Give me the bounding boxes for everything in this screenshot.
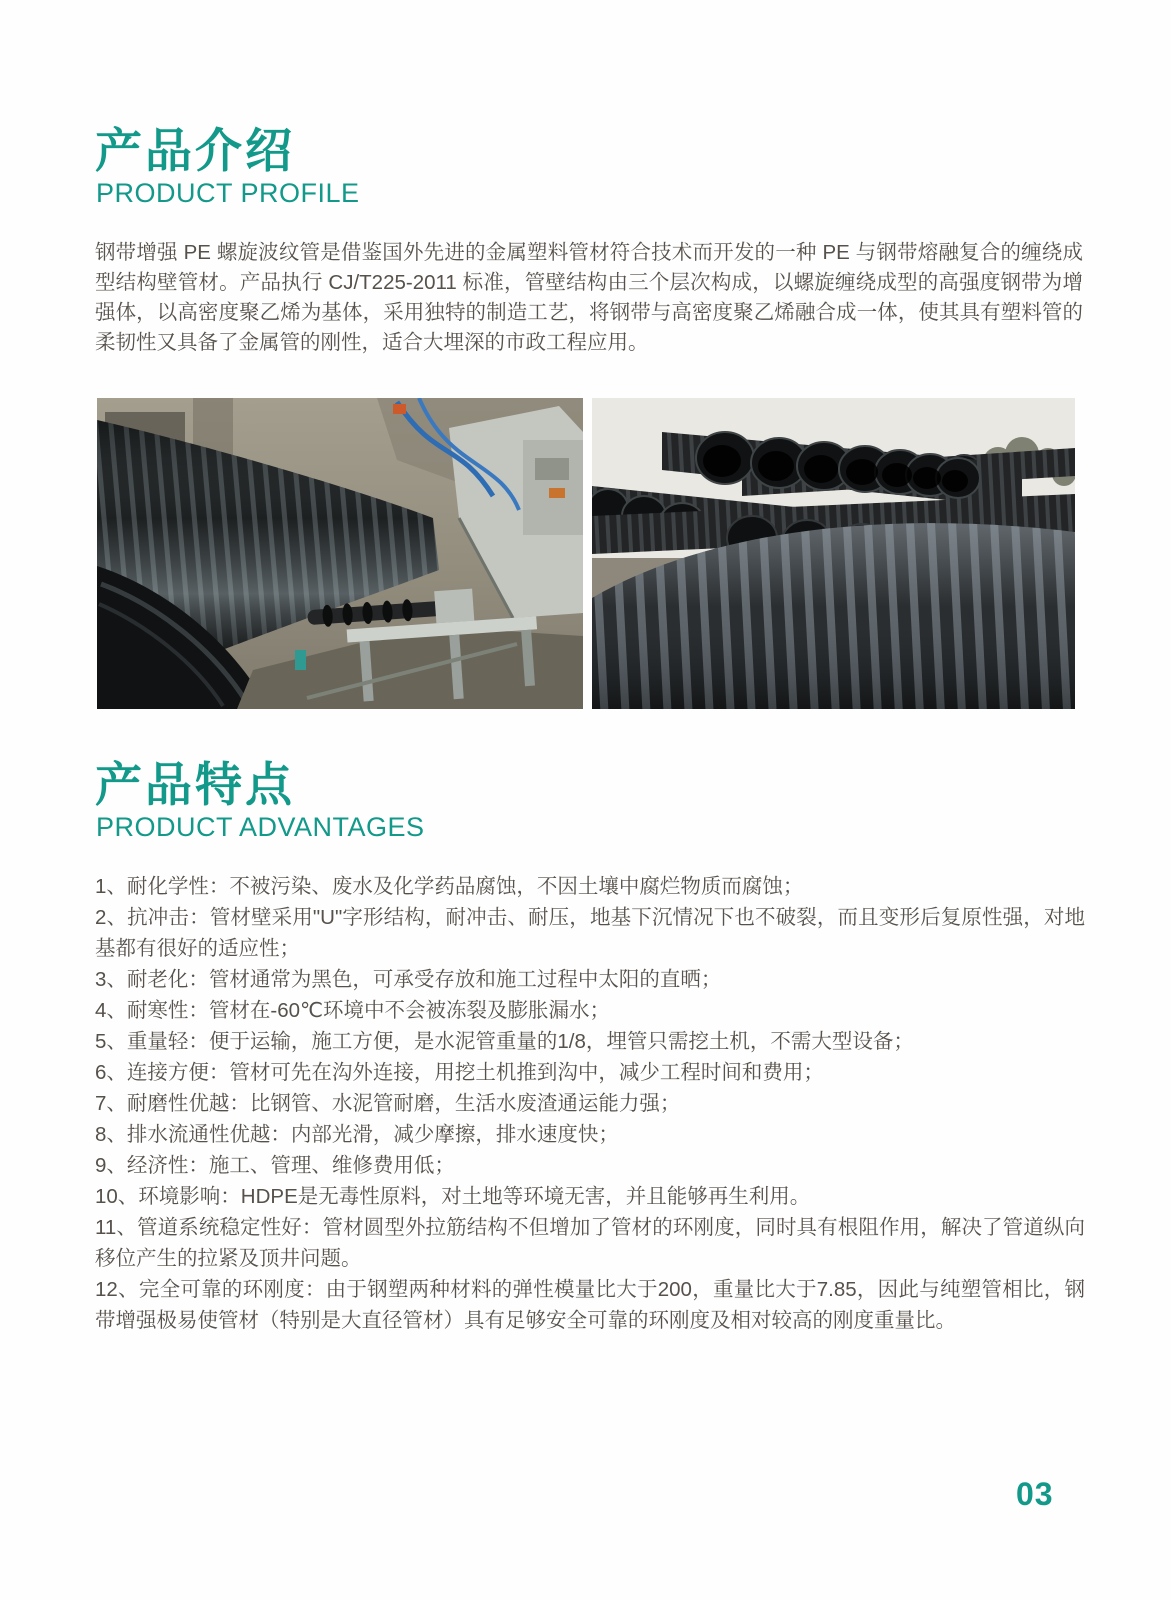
- advantage-item: 6、连接方便：管材可先在沟外连接，用挖土机推到沟中，减少工程时间和费用；: [95, 1061, 824, 1084]
- advantage-item: 3、耐老化：管材通常为黑色，可承受存放和施工过程中太阳的直晒；: [95, 968, 722, 991]
- profile-title-cn: 产品介绍: [95, 124, 295, 177]
- profile-section-header: [95, 126, 360, 207]
- pipe-stockyard-illustration: [592, 398, 1075, 709]
- advantage-item: 1、耐化学性：不被污染、废水及化学药品腐蚀，不因土壤中腐烂物质而腐蚀；: [95, 875, 804, 898]
- advantages-section-header: [95, 760, 425, 841]
- pipe-production-line-illustration: [97, 398, 583, 709]
- advantage-item: 8、排水流通性优越：内部光滑，减少摩擦，排水速度快；: [95, 1123, 619, 1146]
- advantage-item: 5、重量轻：便于运输，施工方便，是水泥管重量的1/8，埋管只需挖土机，不需大型设备；: [95, 1030, 914, 1053]
- advantages-title-en: PRODUCT ADVANTAGES: [96, 812, 425, 843]
- pipe-stockyard-photo: [592, 398, 1075, 709]
- advantage-item: 7、耐磨性优越：比钢管、水泥管耐磨，生活水废渣通运能力强；: [95, 1092, 681, 1115]
- advantage-item: 10、环境影响：HDPE是无毒性原料，对土地等环境无害，并且能够再生利用。: [95, 1185, 811, 1208]
- page-number: 03: [1016, 1476, 1054, 1512]
- profile-title-en: PRODUCT PROFILE: [96, 178, 360, 209]
- advantage-item: 9、经济性：施工、管理、维修费用低；: [95, 1154, 455, 1177]
- profile-paragraph: 钢带增强 PE 螺旋波纹管是借鉴国外先进的金属塑料管材符合技术而开发的一种 PE 与钢带熔融复合的缠绕成型结构壁管材。产品执行 CJ/T225-2011 标准，管壁结构由三个层次构成，以螺旋缠绕成型的高强度钢带为增强体，以高密度聚乙烯为基体，采用独特的制造工艺，将钢带与高密度聚乙烯融合成一体，使其具有塑料管的柔韧性又具备了金属管的刚性，适合大埋深的市政工程应用。: [95, 241, 1083, 354]
- advantage-item: 11、管道系统稳定性好：管材圆型外拉筋结构不但增加了管材的环刚度，同时具有根阻作用，解决了管道纵向移位产生的拉紧及顶井问题。: [95, 1216, 1085, 1270]
- pipe-production-line-photo: [97, 398, 583, 709]
- advantages-list: [95, 871, 1085, 1336]
- advantages-title-cn: 产品特点: [95, 758, 295, 811]
- advantage-item: 4、耐寒性：管材在-60℃环境中不会被冻裂及膨胀漏水；: [95, 999, 611, 1022]
- advantage-item: 12、完全可靠的环刚度：由于钢塑两种材料的弹性模量比大于200，重量比大于7.85，因此与纯塑管相比，钢带增强极易使管材（特别是大直径管材）具有足够安全可靠的环刚度及相对较高的刚度重量比。: [95, 1278, 1085, 1332]
- advantage-item: 2、抗冲击：管材壁采用"U"字形结构，耐冲击、耐压，地基下沉情况下也不破裂，而且变形后复原性强，对地基都有很好的适应性；: [95, 906, 1085, 960]
- photo-row: [97, 398, 1075, 709]
